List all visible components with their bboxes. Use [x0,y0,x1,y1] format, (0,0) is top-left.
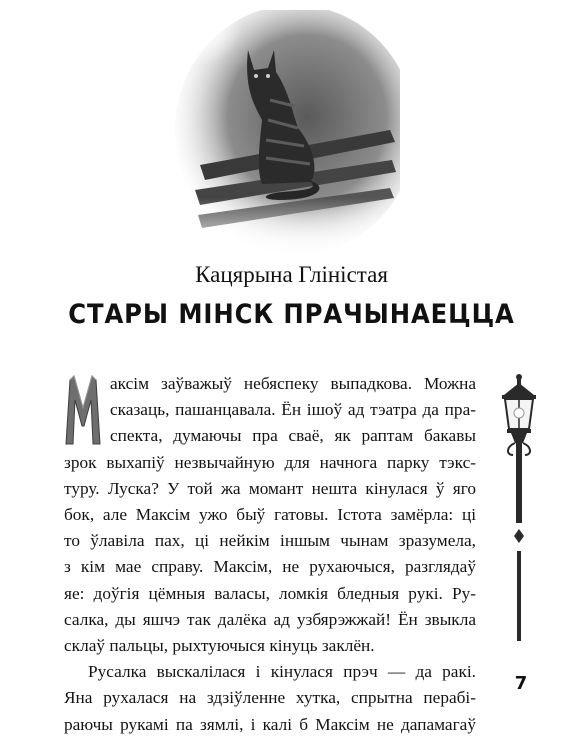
body-text [64,371,476,738]
text-line: раючы рукамі па зямлі, і калі б Максім не дапамагаў [64,714,476,734]
dropcap [64,374,102,446]
cat-illustration [170,10,400,260]
text-line: сказаць, пашанцавала. Ён ішоў ад тэатра да пра- [110,400,476,420]
text-line: зрок выхапіў незвычайную для начнога парку тэкс- [64,452,476,472]
text-line: бок, але Максім ужо быў гатовы. Істота замёрла: ці [64,505,476,525]
text-line: туру. Луска? У той жа момант нешта кінулася ў яго [64,478,476,498]
dropcap-letter-icon [64,374,102,446]
page-number: 7 [514,673,528,694]
author-name: Кацярына Гліністая [195,262,388,287]
text-line: аксім заўважыў небяспеку выпадкова. Можна [110,374,476,393]
cat-on-bench-icon [170,10,400,260]
text-line: Яна рухалася на здзіўленне хутка, спрытна перабі- [64,688,476,708]
text-line: склаў пальцы, рыхтуючыся кінуць заклён. [64,636,375,656]
paragraph-1 [64,371,476,659]
text-line: Русалка выскалілася і кінулася прэч — да ракі. [88,662,476,682]
chapter-title: СТАРЫ МІНСК ПРАЧЫНАЕЦЦА [68,299,515,330]
street-lamp-ornament [496,373,542,643]
text-line: спекта, думаючы пра сваё, як раптам бакавы [110,426,476,446]
text-line: з кім мае справу. Максім, не рухаючыся, разглядаў [64,557,476,577]
street-lamp-icon [496,373,542,643]
text-line: салка, ды яшчэ так далёка ад узбярэжжай! Ён звыкла [64,609,476,629]
text-line: то ўлавіла пах, ці нейкім іншым чынам зразумела, [64,531,476,551]
text-line: яе: доўгія цёмныя валасы, ломкія бледныя рукі. Ру- [64,583,476,603]
paragraph-2 [64,659,476,738]
